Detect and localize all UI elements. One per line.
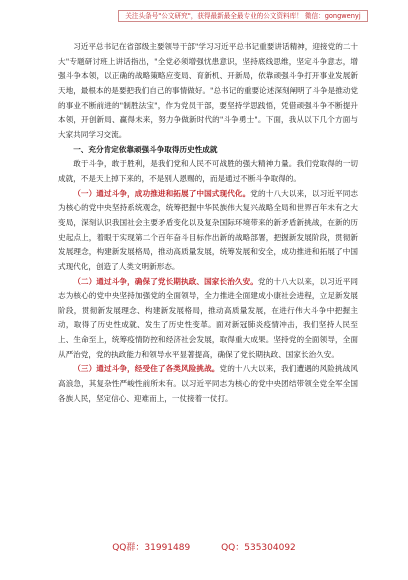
- promo-banner: 关注头条号"公文研究"，获得最新最全最专业的公文资料库！ 微信：gongwenyj: [118, 10, 368, 22]
- qq-number: QQ：535304092: [221, 543, 296, 553]
- point-one-paragraph: [58, 187, 358, 275]
- section-intro-paragraph: 敢于斗争，敢于胜利，是我们党和人民不可战胜的强大精神力量。我们党取得的一切成就，不是天上掉下来的，不是别人恩赐的，而是通过不断斗争取得的。: [58, 159, 358, 183]
- point-two-paragraph: [58, 275, 358, 363]
- point-two-text: 党的十八大以来，以习近平同志为核心的党中央坚持加强党的全面领导，全力推进全面建成小康社会进程，立足新发展阶段，贯彻新发展理念、构建新发展格局，推动高质量发展，在进行伟大斗争中把握主动，取得了历史性成就、发生了历史性变革。面对新冠肺炎疫情冲击，我们坚持人民至上、生命至上，统筹疫情防控和经济社会发展，取得重大成果。坚持党的全面领导，全面从严治党，党的执政能力和领导水平显著提高，确保了党长期执政、国家长治久安。: [58, 276, 358, 359]
- point-three-paragraph: [58, 362, 358, 406]
- article-body: [58, 40, 358, 406]
- intro-paragraph: 习近平总书记在省部级主要领导干部"学习习近平总书记重要讲话精神，迎接党的二十大"专题研讨班上讲话指出，"全党必须增强忧患意识，坚持底线思维，坚定斗争意志，增强斗争本领，以正确的战略策略应变局、育新机、开新局，依靠顽强斗争打开事业发展新天地，最根本的是要把我们自己的事情做好。"总书记的重要论述深刻阐明了斗争是推动党的事业不断前进的"制胜法宝"，作为党员干部，要坚持学思践悟，凭借顽强斗争不断提升本领，开创新局、赢得未来，努力争做新时代的"斗争勇士"。下面，我从以下几个方面与大家共同学习交流。: [58, 42, 358, 139]
- point-one-lead: （一）通过斗争，成功推进和拓展了中国式现代化。: [73, 188, 251, 198]
- point-two-lead: （二）通过斗争，确保了党长期执政、国家长治久安。: [73, 276, 258, 286]
- qq-group-number: QQ群：31991489: [112, 543, 191, 553]
- page-footer: [0, 540, 408, 553]
- section-heading: 一、充分肯定依靠顽强斗争取得历史性成就: [73, 144, 218, 154]
- point-three-lead: （三）通过斗争，经受住了各类风险挑战。: [73, 364, 220, 374]
- point-three-text: 党的十八大以来，我们遭遇的风险挑战风高浪急，其复杂性严峻性前所未有。以习近平同志为核心的党中央团结带领全党全军全国各族人民，坚定信心、迎难而上，一仗接着一仗打。: [58, 364, 359, 403]
- point-one-text: 党的十八大以来，以习近平同志为核心的党中央坚持系统观念，统筹把握中华民族伟大复兴战略全局和世界百年未有之大变局，深刻认识我国社会主要矛盾变化以及复杂国际环境带来的新矛盾新挑战，在新的历史起点上，着眼于实现第二个百年奋斗目标作出新的战略部署，把握新发展阶段，贯彻新发展理念，构建新发展格局，推动高质量发展，统筹发展和安全，成功推进和拓展了中国式现代化，创造了人类文明新形态。: [58, 188, 358, 271]
